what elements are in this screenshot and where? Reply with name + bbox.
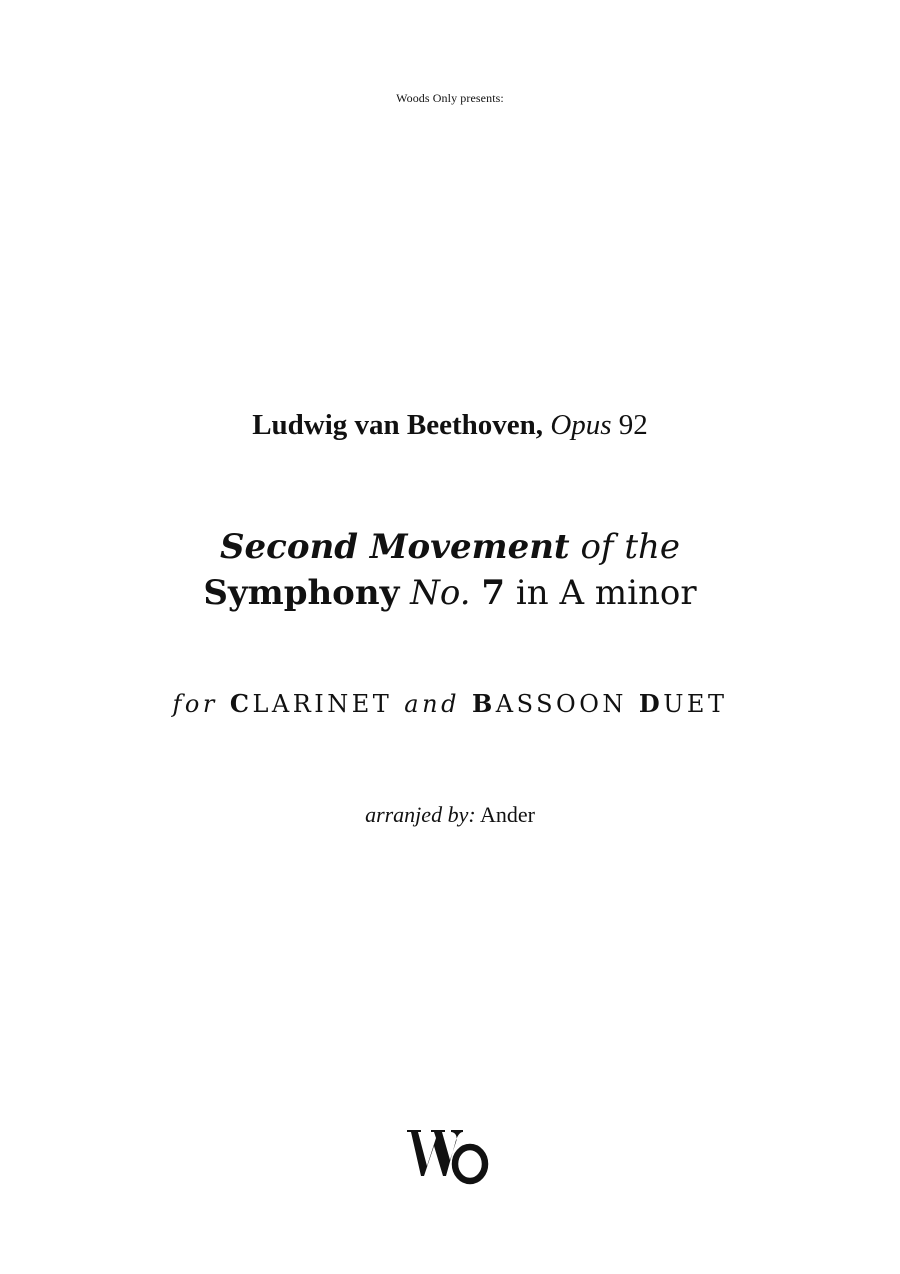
duet-rest: UET [663,690,728,718]
and-word: and [404,690,460,718]
opus-number: 92 [618,409,648,441]
woods-only-logo [405,1120,495,1190]
arranger-label: arranjed by: [365,802,476,827]
for-word: for [172,690,218,718]
piece-title [0,524,900,616]
instrumentation-line [0,689,900,718]
duet-initial: D [638,689,664,718]
clarinet-rest: LARINET [252,690,393,718]
arranger-line [0,802,900,828]
symphony-key: in A minor [515,573,697,613]
clarinet-initial: C [229,689,253,718]
bassoon-rest: ASSOON [495,690,627,718]
composer-line [0,409,900,442]
presents-line: Woods Only presents: [396,91,504,105]
title-connector: of the [580,527,680,567]
logo-mark-icon [405,1120,495,1190]
opus-label: Opus [550,409,612,441]
symphony-word: Symphony [203,573,400,613]
number-abbrev: No. [410,573,471,613]
composer-name: Ludwig van Beethoven, [252,409,544,441]
title-line-1 [0,524,900,570]
title-line-2 [0,570,900,616]
bassoon-initial: B [471,689,496,718]
symphony-number: 7 [481,573,506,613]
arranger-name: Ander [479,802,535,827]
movement-name: Second Movement [220,527,570,567]
